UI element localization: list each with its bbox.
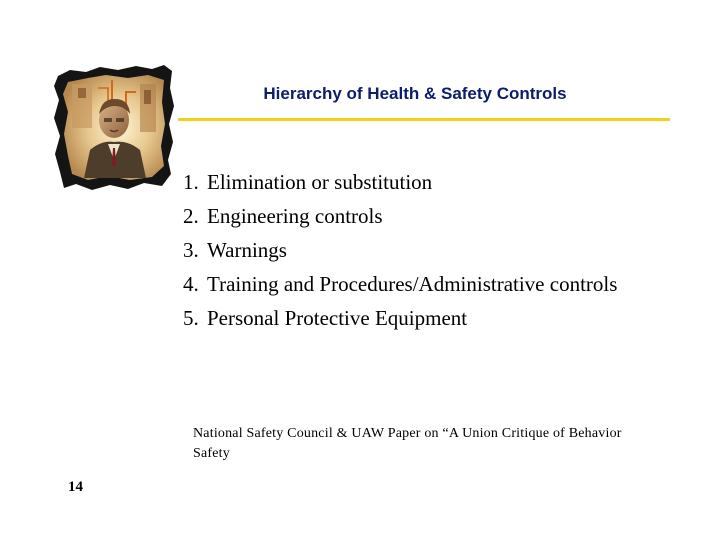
list-item-number: 1. bbox=[183, 170, 199, 194]
list-item-number: 2. bbox=[183, 204, 199, 228]
list-item-text: Warnings bbox=[207, 238, 287, 262]
list-item-text: Personal Protective Equipment bbox=[207, 306, 468, 330]
list-item-text: Engineering controls bbox=[207, 204, 383, 228]
list-item-text: Elimination or substitution bbox=[207, 170, 433, 194]
list-item bbox=[183, 238, 643, 262]
slide-title: Hierarchy of Health & Safety Controls bbox=[263, 84, 567, 103]
list-item-number: 4. bbox=[183, 272, 199, 296]
list-item-number: 3. bbox=[183, 238, 199, 262]
list-item bbox=[183, 272, 643, 296]
source-citation: National Safety Council & UAW Paper on “A Union Critique of Behavior Safety bbox=[193, 426, 622, 461]
list-item bbox=[183, 170, 643, 194]
list-item-number: 5. bbox=[183, 306, 199, 330]
list-item bbox=[183, 204, 643, 228]
page-number: 14 bbox=[68, 479, 83, 495]
controls-list bbox=[183, 170, 643, 340]
worker-portrait-collage-icon bbox=[52, 62, 180, 192]
title-underline bbox=[178, 118, 670, 121]
list-item-text: Training and Procedures/Administrative controls bbox=[207, 272, 618, 296]
list-item bbox=[183, 306, 643, 330]
